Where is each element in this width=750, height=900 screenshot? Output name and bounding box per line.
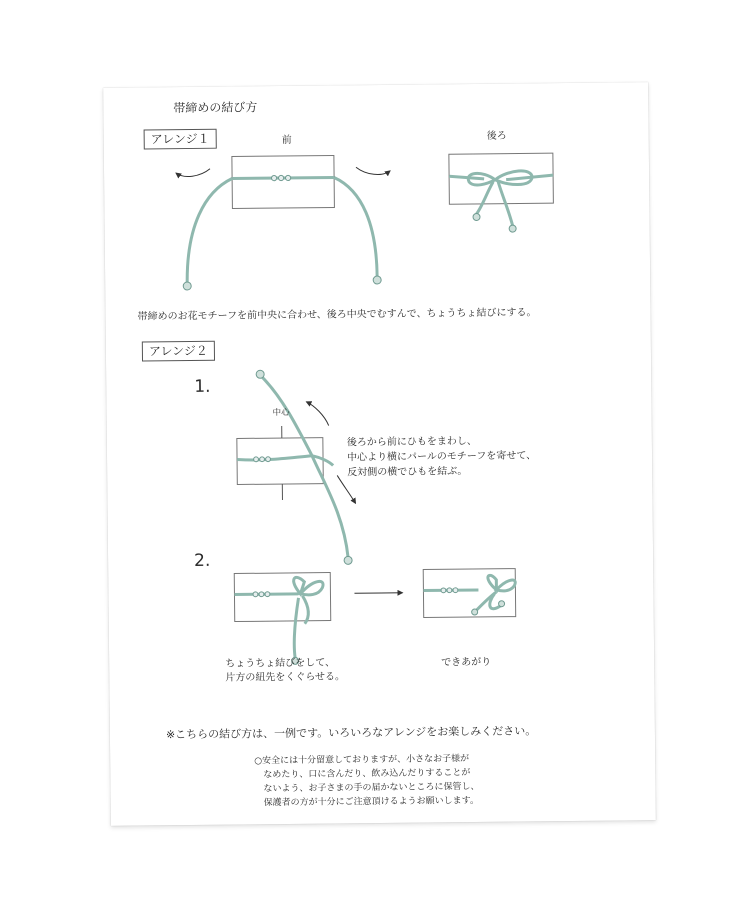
arrange1-back-diagram xyxy=(449,153,554,233)
step1-number: 1. xyxy=(194,376,211,397)
rotate-arrow-right-icon xyxy=(356,167,390,175)
arrange1-label: アレンジ１ xyxy=(144,129,217,150)
cord-step1-lower xyxy=(312,455,348,557)
obi-step2-rect xyxy=(234,573,330,622)
step2-number: 2. xyxy=(194,550,211,571)
cord-bead-left xyxy=(183,282,191,290)
arrange2-step2-diagram xyxy=(234,569,516,665)
step2-caption: ちょうちょ結びをして、 片方の紐先をくぐらせる。 xyxy=(225,657,346,684)
footer-note: ※こちらの結び方は、一例です。いろいろなアレンジをお楽しみください。 xyxy=(165,724,537,742)
pearl xyxy=(278,175,283,180)
pearl xyxy=(285,175,290,180)
safety-notice: ○安全には十分留意しておりますが、小さなお子様が なめたり、口に含んだり、飲み込んだりすることが ないよう、お子さまの手の届かないところに保管し、 保護者の方が十分にご注意頂けるようお願いします。 xyxy=(254,754,480,809)
done-label: できあがり xyxy=(441,656,492,669)
cord-left-tail xyxy=(186,179,233,283)
instruction-card xyxy=(103,82,656,826)
obi-front-rect xyxy=(232,155,335,208)
page-title: 帯締めの結び方 xyxy=(173,100,258,116)
arrange2-step1-diagram xyxy=(236,369,356,565)
arrange1-caption: 帯締めのお花モチーフを前中央に合わせ、後ろ中央でむすんで、ちょうちょ結びにする。 xyxy=(137,307,537,323)
arrange1-front-diagram xyxy=(176,155,391,290)
front-label: 前 xyxy=(281,134,292,147)
step1-instructions: 後ろから前にひもをまわし、 中心より横にパールのモチーフを寄せて、 反対側の横でひもを結ぶ。 xyxy=(346,435,537,479)
center-mark-label: 中心 xyxy=(272,407,290,419)
cord-bead-right xyxy=(373,276,381,284)
next-arrow-icon xyxy=(354,593,402,594)
pearl xyxy=(271,175,276,180)
obi-final-rect xyxy=(423,569,515,618)
rotate-arrow-left-icon xyxy=(176,169,210,177)
back-label: 後ろ xyxy=(486,130,507,142)
cord-right-tail xyxy=(334,177,377,277)
direction-arrow-up-icon xyxy=(306,402,328,426)
arrange2-label: アレンジ２ xyxy=(142,341,215,362)
